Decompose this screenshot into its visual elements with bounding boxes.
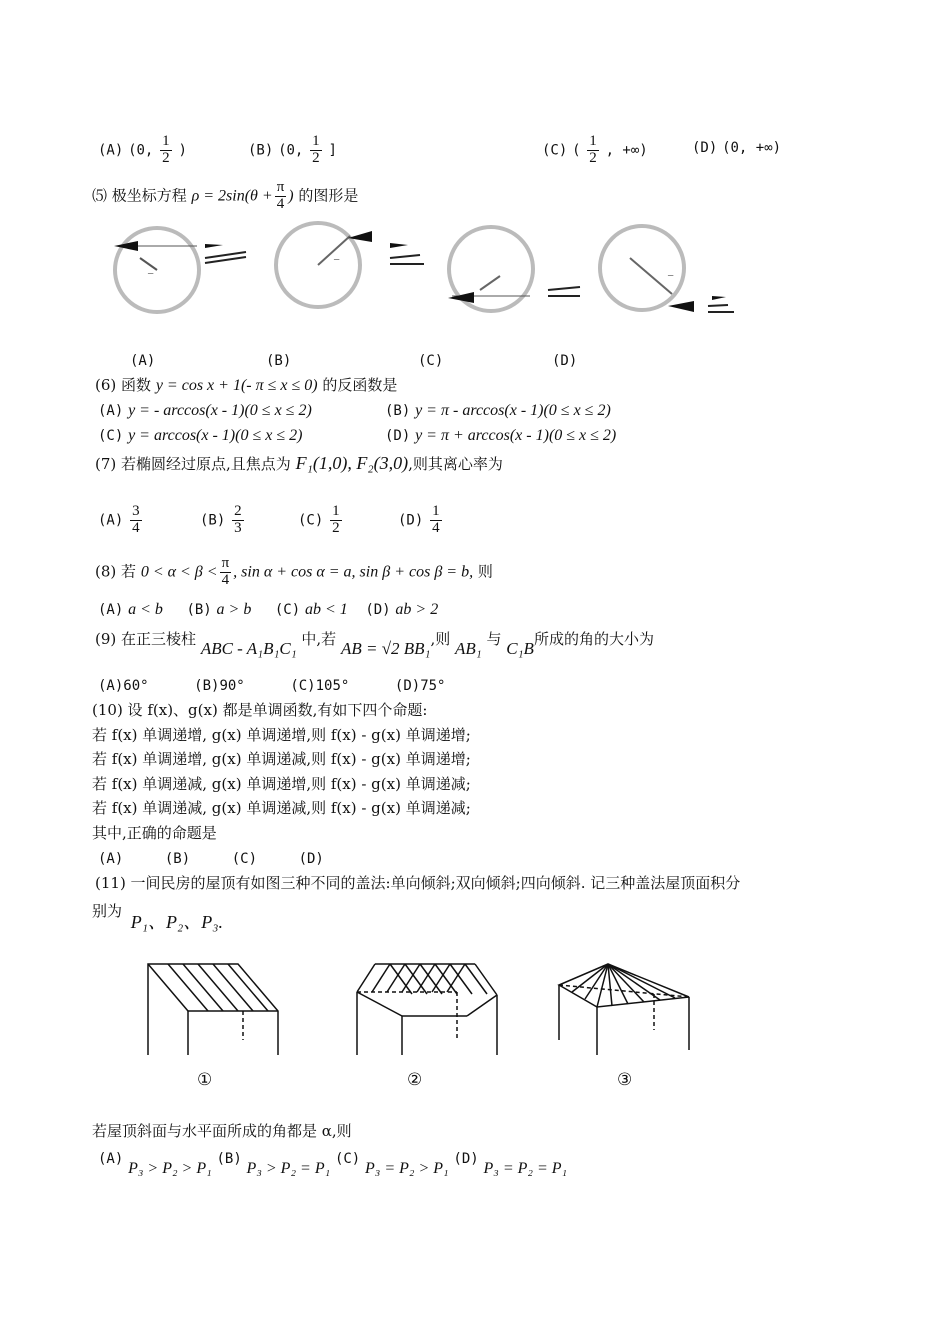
q6-stem: (6) 函数 y = cos x + 1(- π ≤ x ≤ 0) 的反函数是 bbox=[95, 376, 398, 394]
q11-stem-line1: (11) 一间民房的屋顶有如图三种不同的盖法:单向倾斜;双向倾斜;四向倾斜. 记三种盖法屋顶面积分 bbox=[95, 874, 741, 892]
q6-option-c: (C) y = arccos(x - 1)(0 ≤ x ≤ 2) bbox=[98, 427, 303, 444]
q7-option-c: (C) $\frac{1}{2}$ bbox=[298, 503, 340, 536]
q4-option-a-label: (A) bbox=[98, 142, 124, 159]
q5-stem: ⑸ 极坐标方程 ρ = 2sin(θ + $\frac{\pi}{4}$ ) 的图形是 bbox=[92, 179, 359, 212]
q10-prop-4: 若 f(x) 单调递减, g(x) 单调递减,则 f(x) - g(x) 单调递减; bbox=[92, 799, 471, 817]
svg-text:ــ: ــ bbox=[334, 253, 340, 263]
q7-stem: (7) 若椭圆经过原点,且焦点为 F₁(1,0), F₂(3,0),则其离心率为 bbox=[95, 453, 503, 473]
q9-stem: (9) 在正三棱柱 ABC - A₁B₁C₁ 中,若 AB = √2 BB₁,则 AB₁ 与 C₁B所成的角的大小为 bbox=[95, 630, 654, 658]
q10-prop-3: 若 f(x) 单调递减, g(x) 单调递增,则 f(x) - g(x) 单调递减; bbox=[92, 775, 471, 793]
q5-label-a: (A) bbox=[130, 353, 156, 369]
q6-option-b: (B) y = π - arccos(x - 1)(0 ≤ x ≤ 2) bbox=[385, 402, 611, 419]
q6-option-d: (D) y = π + arccos(x - 1)(0 ≤ x ≤ 2) bbox=[385, 427, 617, 444]
q5-label-d: (D) bbox=[552, 353, 578, 369]
svg-text:ــ: ــ bbox=[148, 267, 154, 277]
q11-options: (A) P₃ > P₂ > P₁ (B) P₃ > P₂ = P₁ (C) P₃ = P₂ > P₁ (D) P₃ = P₂ = P₁ bbox=[98, 1151, 568, 1177]
q11-figure-label-3: ③ bbox=[617, 1070, 633, 1090]
q4-option-a-fraction: $\frac{1}{2}$ bbox=[162, 133, 170, 166]
q11-figure-1-single-slope bbox=[148, 964, 278, 1055]
q11-figure-label-1: ① bbox=[197, 1070, 213, 1090]
q11-figure-2-double-slope bbox=[357, 964, 497, 1055]
q5-label-b: (B) bbox=[266, 353, 292, 369]
q10-options: (A) (B) (C) (D) bbox=[98, 851, 324, 867]
q4-options: (A) (0, $\frac{1}{2}$ ) bbox=[98, 133, 187, 166]
q4-option-d-label: (D) bbox=[692, 140, 718, 156]
q10-which: 其中,正确的命题是 bbox=[92, 824, 217, 842]
svg-text:ــ: ــ bbox=[668, 269, 674, 279]
q10-prop-2: 若 f(x) 单调递增, g(x) 单调递减,则 f(x) - g(x) 单调递增; bbox=[92, 750, 471, 768]
q4-option-b: (B) (0, $\frac{1}{2}$ ] bbox=[248, 133, 337, 166]
q5-fraction: $\frac{\pi}{4}$ bbox=[276, 179, 285, 212]
q4-option-b-label: (B) bbox=[248, 142, 274, 159]
q9-options: (A)60° (B)90° (C)105° (D)75° bbox=[98, 678, 446, 694]
q8-stem: (8) 若 0 < α < β < $\frac{\pi}{4}$ , sin α + cos α = a, sin β + cos β = b, 则 bbox=[95, 555, 493, 588]
q11-figure-3-four-slopes bbox=[559, 964, 689, 1055]
q8-options: (A) a < b (B) a > b (C) ab < 1 (D) ab > 2 bbox=[98, 601, 439, 618]
q7-option-b: (B) $\frac{2}{3}$ bbox=[200, 503, 242, 536]
q10-prop-1: 若 f(x) 单调递增, g(x) 单调递增,则 f(x) - g(x) 单调递增; bbox=[92, 726, 471, 744]
q6-option-a: (A) y = - arccos(x - 1)(0 ≤ x ≤ 2) bbox=[98, 402, 312, 419]
q11-figure-label-2: ② bbox=[407, 1070, 423, 1090]
q7-option-d: (D) $\frac{1}{4}$ bbox=[398, 503, 440, 536]
q11-stem-line2: 别为 P₁、P₂、P₃. bbox=[92, 902, 224, 932]
q4-option-c-label: (C) bbox=[542, 142, 568, 159]
q4-option-c: (C) ( $\frac{1}{2}$ , +∞) bbox=[542, 133, 648, 166]
q4-option-d: (D) (0, +∞) bbox=[692, 140, 782, 156]
q10-stem: (10) 设 f(x)、g(x) 都是单调函数,有如下四个命题: bbox=[92, 701, 428, 719]
q7-option-a: (A) $\frac{3}{4}$ bbox=[98, 503, 140, 536]
q5-label-c: (C) bbox=[418, 353, 444, 369]
q11-condition: 若屋顶斜面与水平面所成的角都是 α,则 bbox=[92, 1122, 352, 1140]
